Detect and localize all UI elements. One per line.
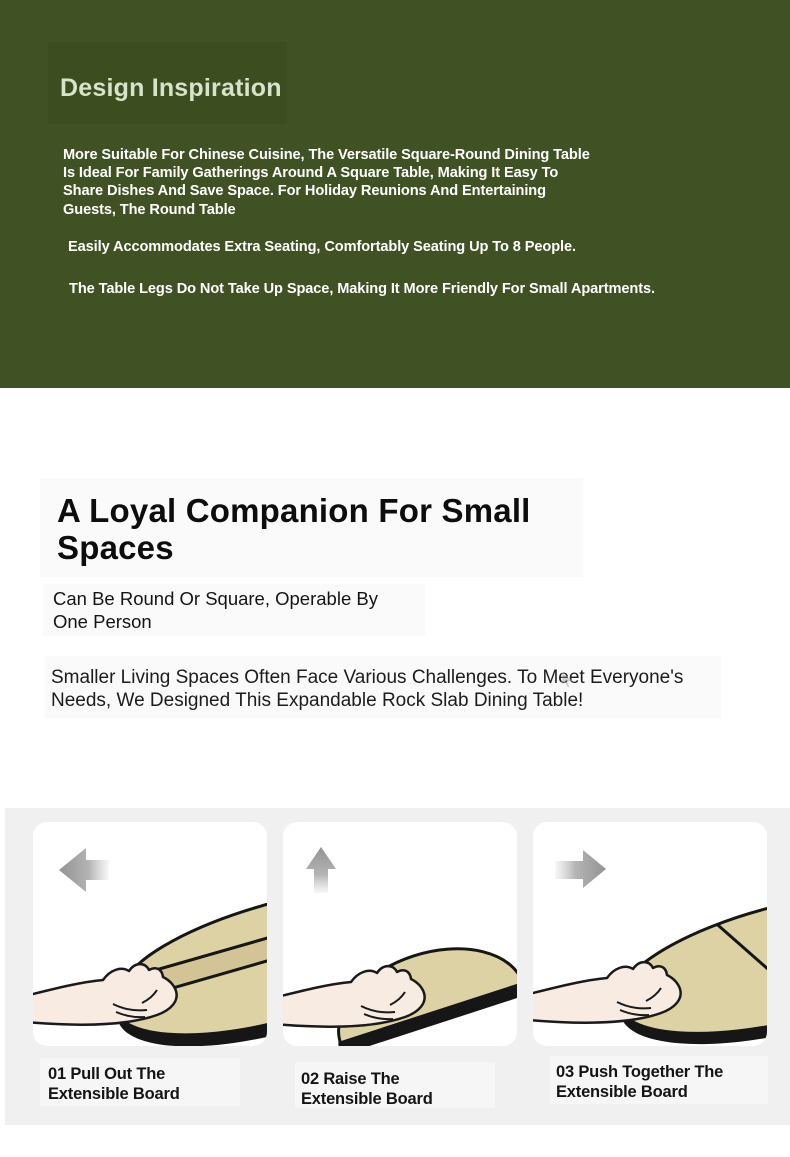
- step-caption-3: [556, 1062, 723, 1102]
- text-line: Can Be Round Or Square, Operable By: [53, 588, 378, 609]
- text-line: Extensible Board: [48, 1085, 180, 1103]
- text-line: Share Dishes And Save Space. For Holiday Reunions And Entertaining: [63, 183, 546, 200]
- step-caption-2: [301, 1069, 433, 1109]
- step-card-3: [533, 822, 767, 1046]
- design-paragraph-3: The Table Legs Do Not Take Up Space, Making It More Friendly For Small Apartments.: [69, 281, 655, 297]
- step-card-1: [33, 822, 267, 1046]
- design-inspiration-section: [0, 0, 790, 388]
- step1-illustration: [33, 822, 267, 1046]
- text-line: Guests, The Round Table: [63, 201, 236, 218]
- text-line: One Person: [53, 610, 152, 632]
- design-paragraph-2: Easily Accommodates Extra Seating, Comfortably Seating Up To 8 People.: [68, 239, 576, 255]
- hand-icon: [33, 964, 177, 1025]
- design-paragraph-1: [63, 146, 590, 219]
- step-caption-1: [48, 1064, 180, 1104]
- text-line: 02 Raise The: [301, 1070, 400, 1088]
- hand-icon: [283, 966, 425, 1027]
- usage-steps-section: [5, 808, 790, 1125]
- text-line: Smaller Living Spaces Often Face Various Challenges. To Meet Everyone's: [51, 667, 684, 688]
- text-line: 01 Pull Out The: [48, 1065, 166, 1083]
- arrow-left-icon: [59, 848, 109, 892]
- step3-illustration: [533, 822, 767, 1046]
- section-subtitle: [53, 588, 378, 633]
- text-line: Extensible Board: [556, 1083, 688, 1101]
- arrow-up-icon: [306, 847, 336, 893]
- mouse-cursor-icon: [560, 671, 574, 689]
- text-line: Extensible Board: [301, 1090, 433, 1108]
- text-line: Needs, We Designed This Expandable Rock Slab Dining Table!: [51, 689, 584, 711]
- text-line: A Loyal Companion For Small: [57, 492, 531, 529]
- section-title: Design Inspiration: [60, 74, 282, 102]
- step2-illustration: [283, 822, 517, 1046]
- section-title: [57, 492, 531, 566]
- text-line: 03 Push Together The: [556, 1063, 724, 1081]
- companion-section: [0, 388, 790, 808]
- text-line: Spaces: [57, 529, 174, 566]
- section-paragraph: [51, 667, 683, 712]
- text-line: More Suitable For Chinese Cuisine, The Versatile Square-Round Dining Table: [63, 147, 590, 163]
- text-line: Is Ideal For Family Gatherings Around A Square Table, Making It Easy To: [63, 165, 559, 182]
- arrow-right-icon: [555, 850, 606, 888]
- hand-icon: [533, 962, 681, 1023]
- step-card-2: [283, 822, 517, 1046]
